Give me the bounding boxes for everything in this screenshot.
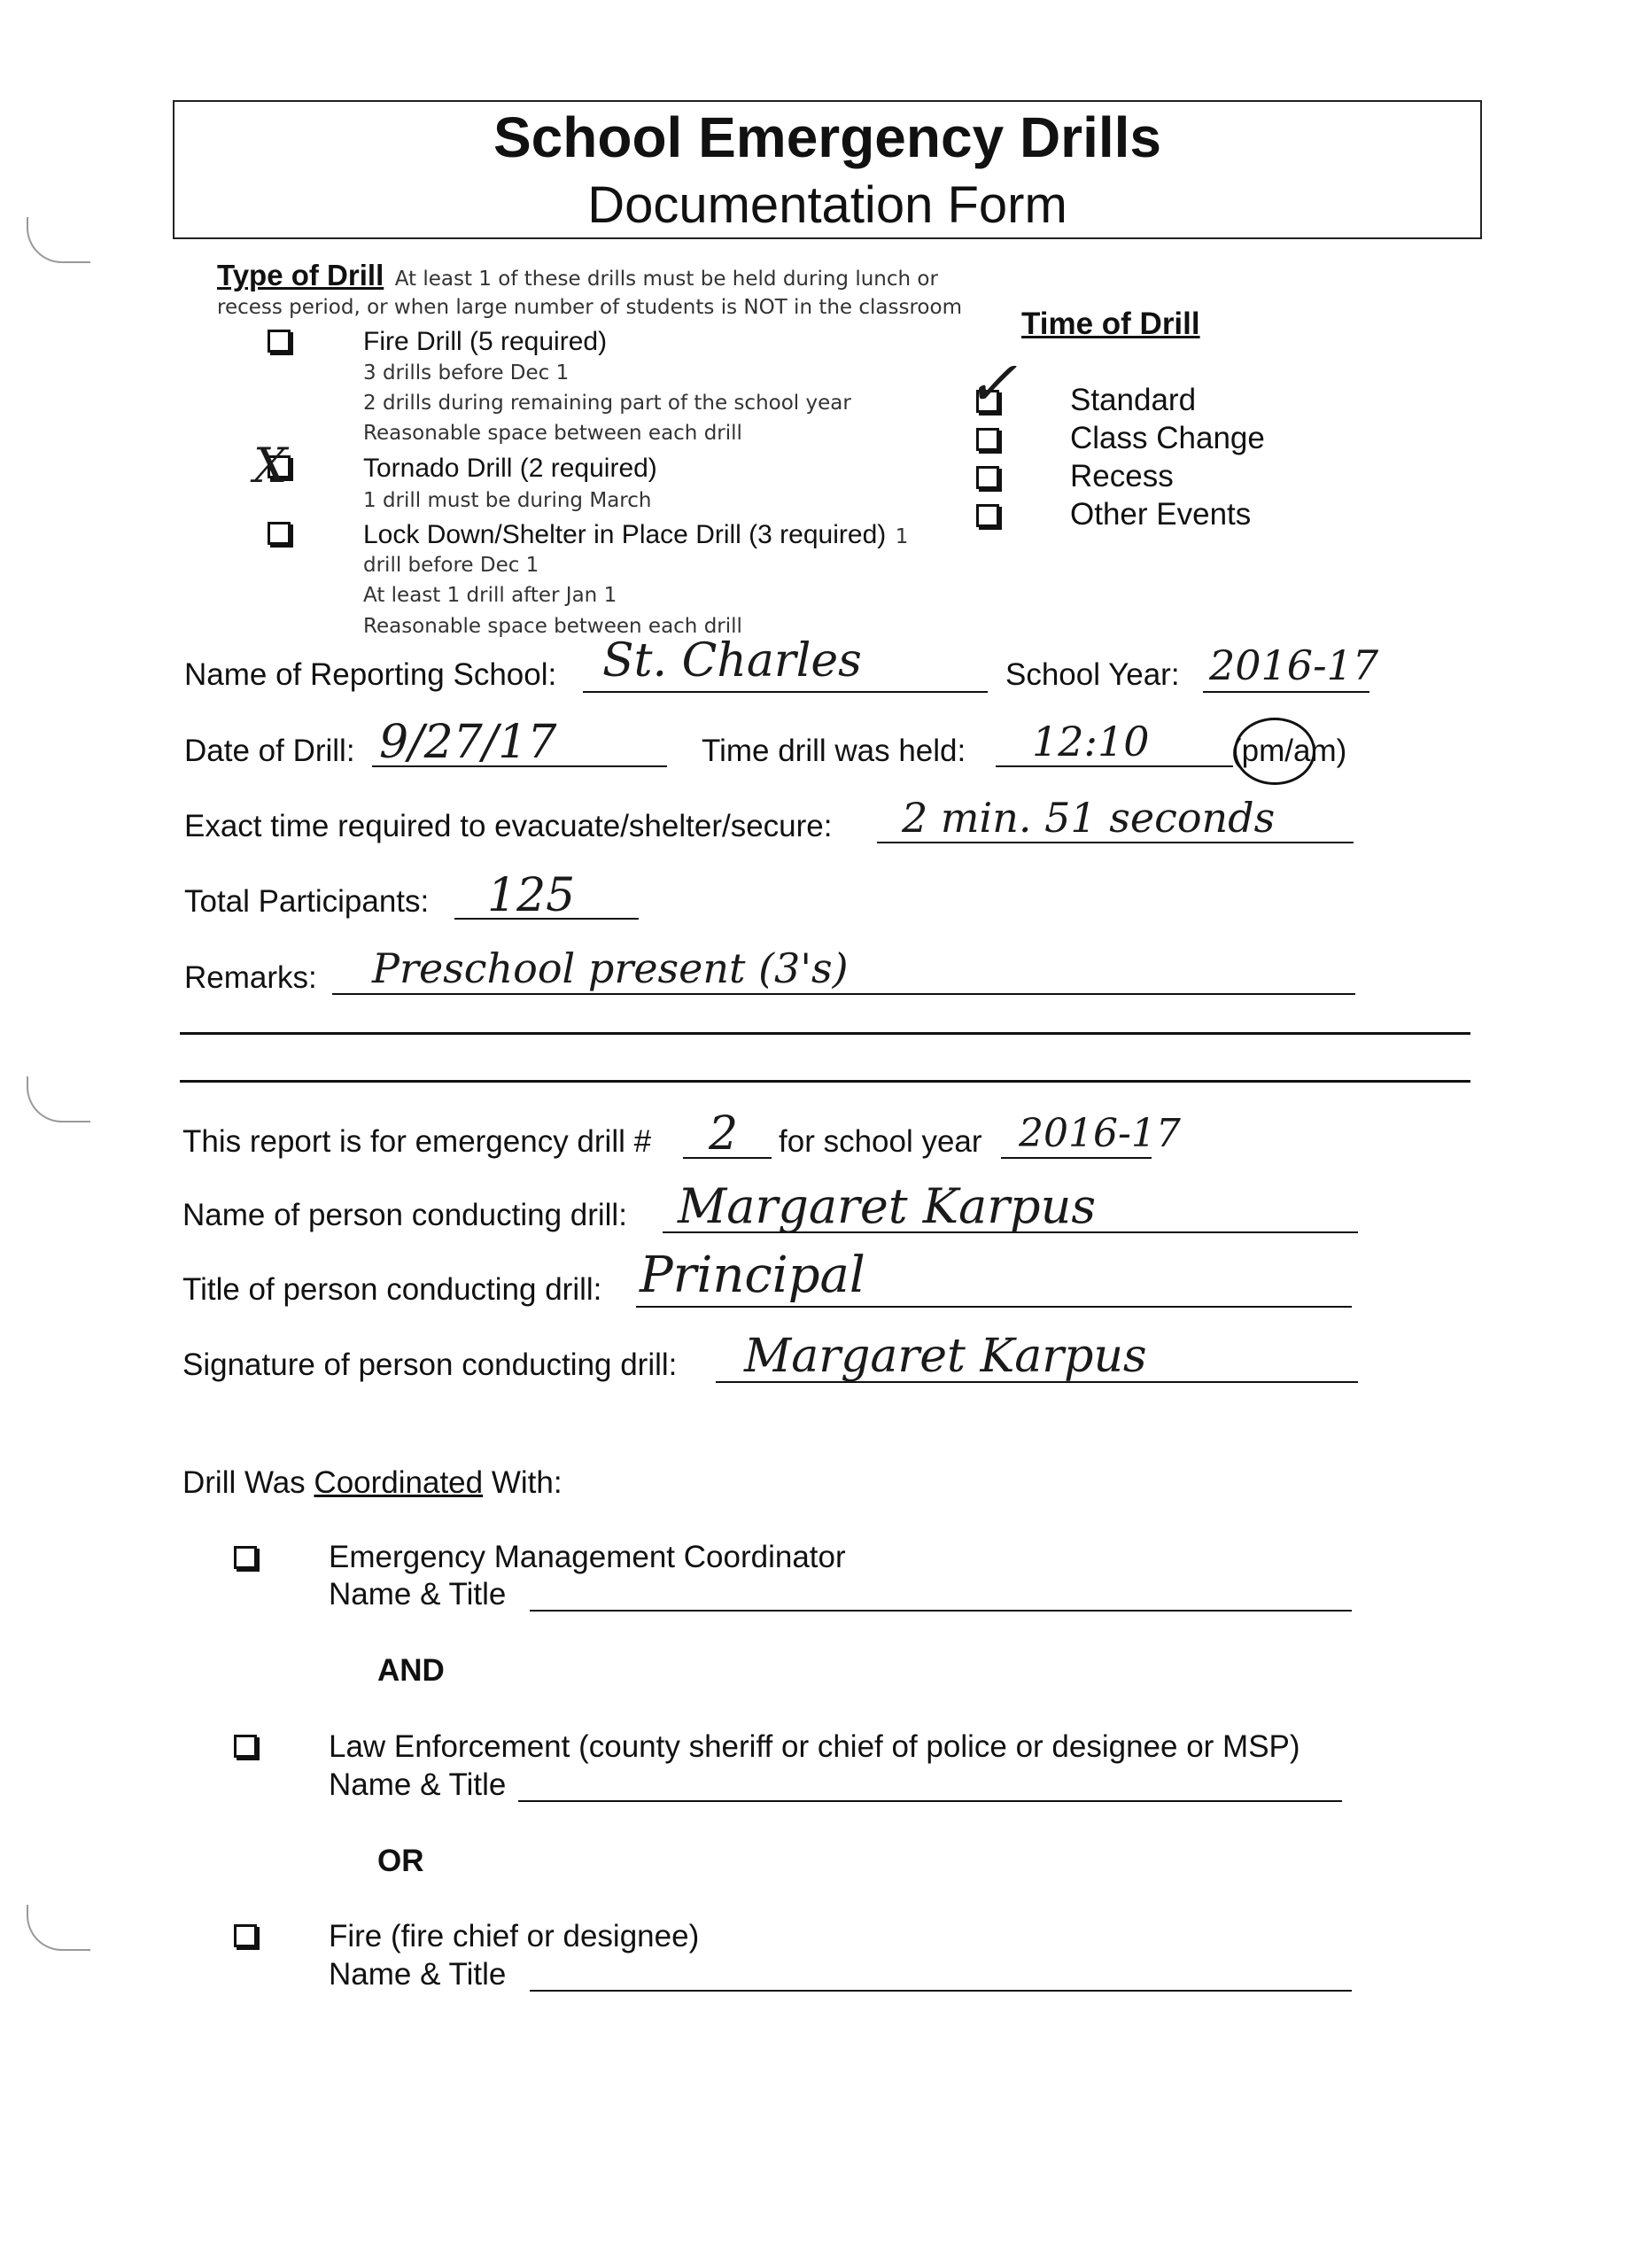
coordination-heading-prefix: Drill Was bbox=[182, 1465, 314, 1500]
lockdown-drill-sub1: drill before Dec 1 bbox=[363, 554, 539, 577]
for-school-year-value[interactable]: 2016-17 bbox=[1019, 1111, 1181, 1156]
and-label: AND bbox=[377, 1653, 445, 1688]
date-of-drill-label: Date of Drill: bbox=[184, 734, 355, 768]
signature-label: Signature of person conducting drill: bbox=[182, 1348, 678, 1382]
school-year-line bbox=[1203, 691, 1369, 693]
tornado-drill-label: Tornado Drill (2 required) bbox=[363, 454, 657, 483]
lockdown-drill-label: Lock Down/Shelter in Place Drill (3 required) bbox=[363, 520, 887, 549]
lockdown-drill-sub2: At least 1 drill after Jan 1 bbox=[363, 584, 617, 607]
fire-drill-sub1: 3 drills before Dec 1 bbox=[363, 361, 570, 384]
remarks-value[interactable]: Preschool present (3's) bbox=[372, 944, 849, 992]
page-subtitle: Documentation Form bbox=[587, 176, 1067, 234]
person-title-value[interactable]: Principal bbox=[640, 1247, 865, 1304]
person-name-label: Name of person conducting drill: bbox=[182, 1198, 627, 1232]
fire-name-title-label: Name & Title bbox=[329, 1957, 507, 1992]
fire-drill-label: Fire Drill (5 required) bbox=[363, 327, 608, 356]
type-of-drill-title: Type of Drill bbox=[217, 259, 384, 291]
law-enforcement-checkbox[interactable] bbox=[234, 1735, 257, 1758]
law-name-title-line bbox=[518, 1800, 1342, 1802]
time-held-label: Time drill was held: bbox=[702, 734, 966, 768]
school-name-value[interactable]: St. Charles bbox=[602, 634, 862, 687]
participants-label: Total Participants: bbox=[184, 884, 430, 919]
time-held-line bbox=[996, 765, 1233, 767]
type-of-drill-note: At least 1 of these drills must be held during lunch or bbox=[394, 268, 938, 291]
for-school-year-line bbox=[1001, 1157, 1152, 1159]
remarks-label: Remarks: bbox=[184, 960, 317, 995]
school-year-value[interactable]: 2016-17 bbox=[1209, 641, 1379, 689]
emergency-management-label: Emergency Management Coordinator bbox=[329, 1540, 846, 1574]
binder-hole-mark bbox=[27, 217, 90, 263]
person-title-line bbox=[636, 1306, 1352, 1308]
time-held-value[interactable]: 12:10 bbox=[1032, 718, 1150, 765]
tornado-check-mark: X bbox=[253, 438, 288, 493]
law-name-title-label: Name & Title bbox=[329, 1767, 507, 1802]
time-option-other-events: Other Events bbox=[1070, 497, 1252, 532]
drill-number-label: This report is for emergency drill # bbox=[182, 1124, 652, 1159]
time-class-change-checkbox[interactable] bbox=[976, 428, 999, 451]
emergency-name-title-line bbox=[530, 1610, 1352, 1612]
fire-drill-checkbox[interactable] bbox=[268, 330, 291, 353]
type-of-drill-note-2: recess period, or when large number of students is NOT in the classroom bbox=[217, 296, 962, 319]
emergency-management-checkbox[interactable] bbox=[234, 1546, 257, 1569]
remarks-extra-line-2 bbox=[180, 1080, 1470, 1083]
time-option-recess: Recess bbox=[1070, 459, 1174, 493]
fire-name-title-line bbox=[530, 1990, 1352, 1992]
fire-drill-sub3: Reasonable space between each drill bbox=[363, 422, 742, 445]
coordination-heading-underlined: Coordinated bbox=[314, 1465, 484, 1500]
evacuate-time-value[interactable]: 2 min. 51 seconds bbox=[902, 794, 1276, 842]
evacuate-time-label: Exact time required to evacuate/shelter/secure: bbox=[184, 809, 833, 843]
remarks-line bbox=[332, 993, 1355, 995]
lockdown-drill-sub3: Reasonable space between each drill bbox=[363, 615, 742, 638]
fire-chief-label: Fire (fire chief or designee) bbox=[329, 1919, 700, 1953]
time-option-class-change: Class Change bbox=[1070, 421, 1265, 455]
coordination-heading bbox=[182, 1465, 562, 1501]
remarks-extra-line-1 bbox=[180, 1032, 1470, 1035]
drill-number-value[interactable]: 2 bbox=[709, 1107, 739, 1161]
binder-hole-mark bbox=[27, 1076, 90, 1122]
time-option-standard: Standard bbox=[1070, 383, 1197, 417]
emergency-name-title-label: Name & Title bbox=[329, 1577, 507, 1612]
fire-chief-checkbox[interactable] bbox=[234, 1924, 257, 1947]
or-label: OR bbox=[377, 1844, 424, 1878]
tornado-drill-sub1: 1 drill must be during March bbox=[363, 489, 652, 512]
ampm-label: (pm/am) bbox=[1231, 734, 1347, 768]
time-other-events-checkbox[interactable] bbox=[976, 504, 999, 527]
date-of-drill-value[interactable]: 9/27/17 bbox=[379, 716, 557, 769]
evacuate-time-line bbox=[877, 842, 1354, 843]
lockdown-drill-checkbox[interactable] bbox=[268, 522, 291, 545]
law-enforcement-label: Law Enforcement (county sheriff or chief of police or designee or MSP) bbox=[329, 1729, 1300, 1764]
lockdown-drill-label-row bbox=[363, 520, 908, 550]
signature-value[interactable]: Margaret Karpus bbox=[744, 1330, 1147, 1383]
for-school-year-label: for school year bbox=[779, 1124, 982, 1159]
standard-check-mark: ✓ bbox=[966, 347, 1018, 420]
page-title: School Emergency Drills bbox=[493, 105, 1162, 169]
person-title-label: Title of person conducting drill: bbox=[182, 1272, 602, 1307]
school-name-label: Name of Reporting School: bbox=[184, 657, 557, 692]
participants-value[interactable]: 125 bbox=[487, 869, 576, 922]
person-name-value[interactable]: Margaret Karpus bbox=[678, 1178, 1097, 1234]
fire-drill-sub2: 2 drills during remaining part of the school year bbox=[363, 392, 851, 415]
school-name-line bbox=[583, 691, 988, 693]
pm-circle bbox=[1234, 718, 1315, 785]
school-year-label: School Year: bbox=[1005, 657, 1180, 692]
binder-hole-mark bbox=[27, 1905, 90, 1951]
type-of-drill-heading bbox=[217, 259, 938, 292]
time-recess-checkbox[interactable] bbox=[976, 466, 999, 489]
coordination-heading-suffix: With: bbox=[483, 1465, 562, 1500]
time-of-drill-heading: Time of Drill bbox=[1021, 307, 1200, 341]
lockdown-drill-label-tail: 1 bbox=[895, 525, 909, 548]
